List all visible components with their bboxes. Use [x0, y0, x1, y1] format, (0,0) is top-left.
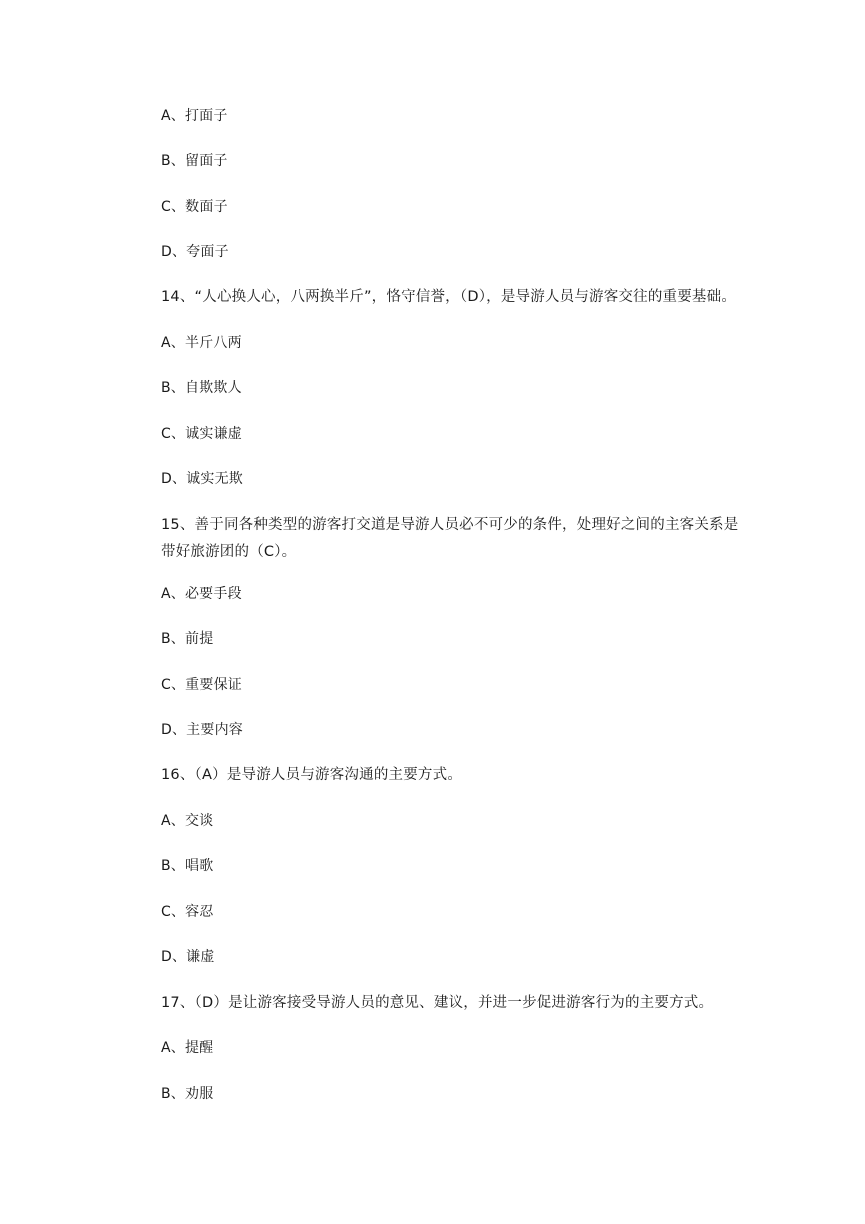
option-d: D、夸面子: [161, 244, 229, 260]
question-14: 14、“人心换人心，八两换半斤”，恪守信誉，（D），是导游人员与游客交往的重要基础。: [161, 289, 737, 305]
option-c: C、重要保证: [161, 677, 242, 693]
question-17: 17、（D）是让游客接受导游人员的意见、建议，并进一步促进游客行为的主要方式。: [161, 995, 714, 1011]
option-c: C、诚实谦虚: [161, 426, 242, 442]
option-a: A、半斤八两: [161, 335, 242, 351]
option-b: B、前提: [161, 631, 214, 647]
question-16: 16、（A）是导游人员与游客沟通的主要方式。: [161, 767, 463, 783]
option-b: B、自欺欺人: [161, 380, 242, 396]
option-b: B、劝服: [161, 1086, 214, 1102]
option-c: C、容忍: [161, 904, 214, 920]
option-d: D、诚实无欺: [161, 471, 243, 487]
option-a: A、提醒: [161, 1040, 214, 1056]
option-b: B、留面子: [161, 153, 228, 169]
option-a: A、打面子: [161, 108, 228, 124]
option-d: D、谦虚: [161, 949, 215, 965]
question-15: 15、善于同各种类型的游客打交道是导游人员必不可少的条件，处理好之间的主客关系是带好旅游团的（C）。: [161, 517, 739, 560]
option-d: D、主要内容: [161, 722, 243, 738]
option-a: A、必要手段: [161, 586, 242, 602]
option-b: B、唱歌: [161, 858, 214, 874]
option-a: A、交谈: [161, 813, 214, 829]
option-c: C、数面子: [161, 199, 228, 215]
